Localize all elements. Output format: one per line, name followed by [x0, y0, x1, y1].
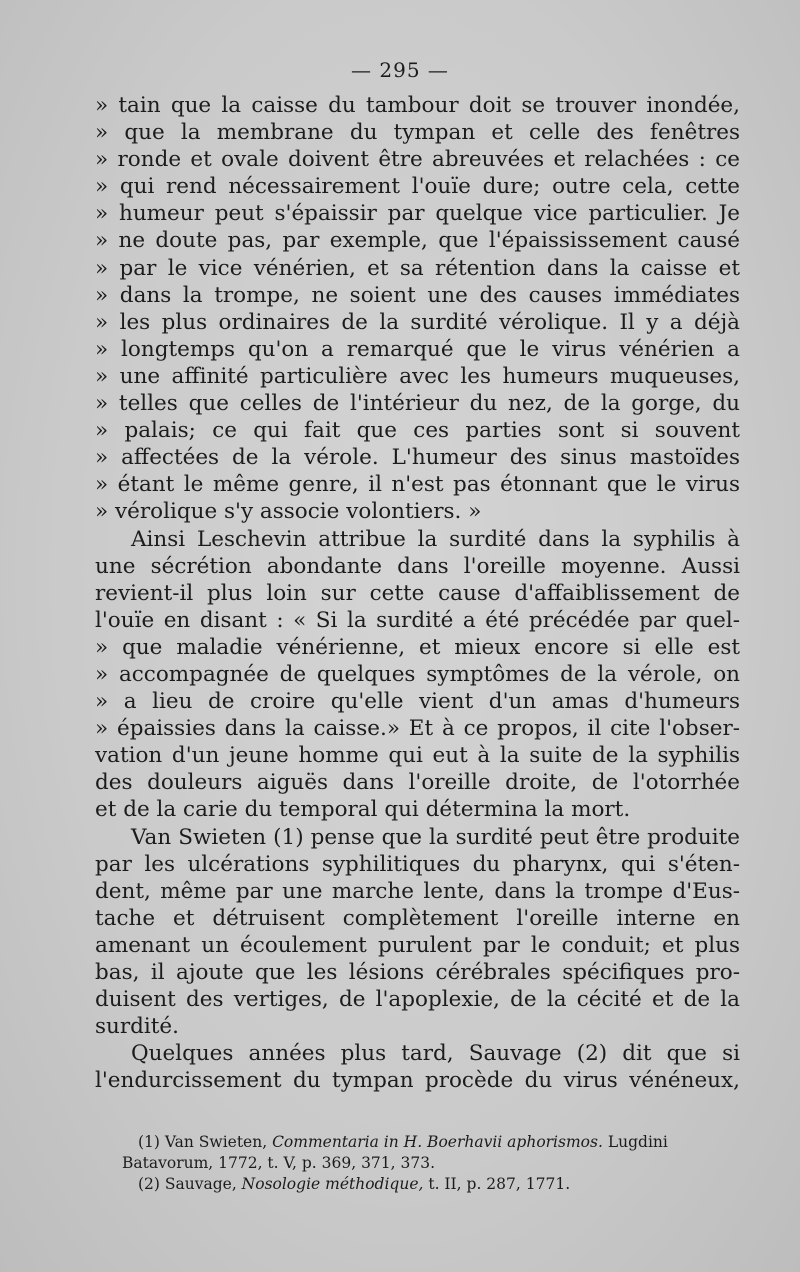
paragraph-start-line: Van Swieten (1) pense que la surdité peut être produite	[131, 824, 740, 850]
text-line: » a lieu de croire qu'elle vient d'un amas d'humeurs	[95, 689, 740, 715]
text-line: » telles que celles de l'intérieur du nez, de la gorge, du	[95, 391, 740, 417]
footnote-1-continuation: Batavorum, 1772, t. V, p. 369, 371, 373.	[122, 1154, 436, 1172]
text-line: par les ulcérations syphilitiques du pharynx, qui s'éten-	[95, 851, 740, 877]
footnotes	[122, 1132, 747, 1195]
footnote-2-details: t. II, p. 287, 1771.	[423, 1175, 571, 1193]
text-line: » ne doute pas, par exemple, que l'épaississement causé	[95, 228, 740, 254]
page-number: — 295 —	[351, 58, 449, 82]
text-line: bas, il ajoute que les lésions cérébrales spécifiques pro-	[95, 960, 740, 985]
footnote-1-title: Commentaria in H. Boerhavii aphorismos.	[272, 1133, 603, 1151]
text-line: des douleurs aiguës dans l'oreille droite, de l'otorrhée	[95, 770, 740, 796]
text-line: l'endurcissement du tympan procède du virus vénéneux,	[95, 1068, 740, 1094]
footnote-2	[122, 1174, 747, 1195]
text-line: tache et détruisent complètement l'oreille interne en	[95, 905, 740, 931]
text-line: duisent des vertiges, de l'apoplexie, de la cécité et de la	[95, 987, 740, 1013]
text-line: surdité.	[95, 1014, 179, 1040]
text-line: l'ouïe en disant : « Si la surdité a été précédée par quel-	[95, 607, 740, 633]
text-line: » vérolique s'y associe volontiers. »	[95, 499, 482, 525]
footnote-1-author: (1) Van Swieten,	[138, 1133, 273, 1151]
text-line: » une affinité particulière avec les humeurs muqueuses,	[95, 363, 740, 389]
text-line: » longtemps qu'on a remarqué que le virus vénérien a	[95, 336, 740, 362]
text-line: amenant un écoulement purulent par le conduit; et plus	[95, 932, 740, 958]
text-line: » affectées de la vérole. L'humeur des sinus mastoïdes	[95, 445, 740, 471]
text-line: et de la carie du temporal qui détermina la mort.	[95, 797, 631, 823]
text-line: vation d'un jeune homme qui eut à la suite de la syphilis	[95, 743, 740, 769]
text-line: » palais; ce qui fait que ces parties sont si souvent	[95, 418, 740, 444]
body-text	[95, 92, 740, 1094]
text-line: dent, même par une marche lente, dans la trompe d'Eus-	[95, 878, 740, 904]
text-line: » humeur peut s'épaissir par quelque vice particulier. Je	[95, 201, 740, 227]
text-line: une sécrétion abondante dans l'oreille moyenne. Aussi	[95, 553, 740, 579]
text-line: » les plus ordinaires de la surdité vérolique. Il y a déjà	[95, 309, 740, 335]
text-line: » tain que la caisse du tambour doit se trouver inondée,	[95, 93, 740, 118]
text-line: » ronde et ovale doivent être abreuvées et relachées : ce	[95, 147, 740, 173]
text-line: revient-il plus loin sur cette cause d'affaiblissement de	[95, 580, 740, 606]
text-line: » par le vice vénérien, et sa rétention dans la caisse et	[95, 255, 740, 281]
footnote-2-author: (2) Sauvage,	[138, 1175, 242, 1193]
paragraph-start-line: Quelques années plus tard, Sauvage (2) dit que si	[131, 1041, 740, 1067]
text-line: » que la membrane du tympan et celle des fenêtres	[95, 120, 740, 146]
text-line: » dans la trompe, ne soient une des causes immédiates	[95, 282, 740, 308]
text-line: » étant le même genre, il n'est pas étonnant que le virus	[95, 472, 740, 498]
text-line: » épaissies dans la caisse.» Et à ce propos, il cite l'obser-	[95, 716, 740, 742]
paragraph-start-line: Ainsi Leschevin attribue la surdité dans la syphilis à	[131, 526, 740, 552]
footnote-2-title: Nosologie méthodique,	[241, 1175, 424, 1193]
footnote-1	[122, 1132, 747, 1153]
footnote-1-place: Lugdini	[602, 1133, 668, 1151]
text-line: » que maladie vénérienne, et mieux encore si elle est	[95, 634, 740, 660]
text-line: » accompagnée de quelques symptômes de la vérole, on	[95, 661, 740, 687]
text-line: » qui rend nécessairement l'ouïe dure; outre cela, cette	[95, 174, 740, 200]
